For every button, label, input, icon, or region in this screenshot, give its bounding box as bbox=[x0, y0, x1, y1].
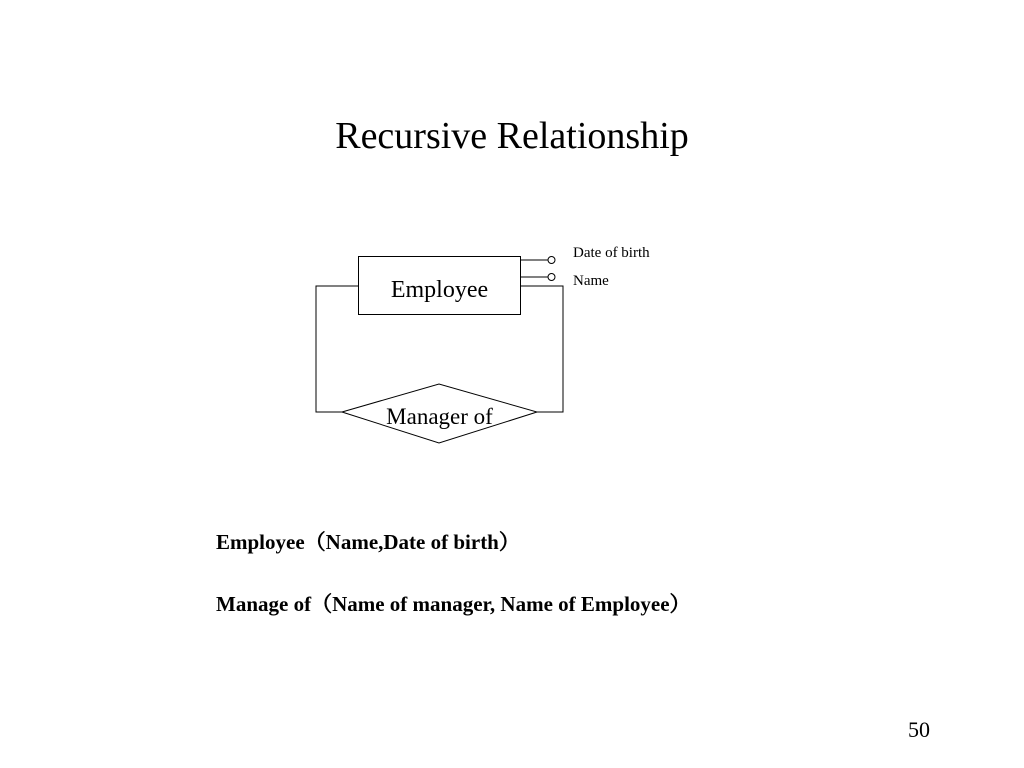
employee-entity-label: Employee bbox=[390, 277, 489, 303]
date-of-birth-attribute-circle bbox=[548, 257, 555, 264]
date-of-birth-attribute-label: Date of birth bbox=[573, 245, 650, 261]
left-recursive-connector bbox=[316, 286, 358, 412]
name-attribute-circle bbox=[548, 274, 555, 281]
right-recursive-connector bbox=[521, 286, 563, 412]
name-attribute-label: Name bbox=[573, 273, 609, 289]
employee-schema-line: Employee（Name,Date of birth） bbox=[216, 530, 520, 554]
manage-of-schema-line: Manage of（Name of manager, Name of Employee） bbox=[216, 592, 691, 616]
manager-of-relationship-label: Manager of bbox=[386, 404, 493, 429]
page-number: 50 bbox=[908, 717, 930, 742]
slide-title: Recursive Relationship bbox=[335, 115, 689, 157]
